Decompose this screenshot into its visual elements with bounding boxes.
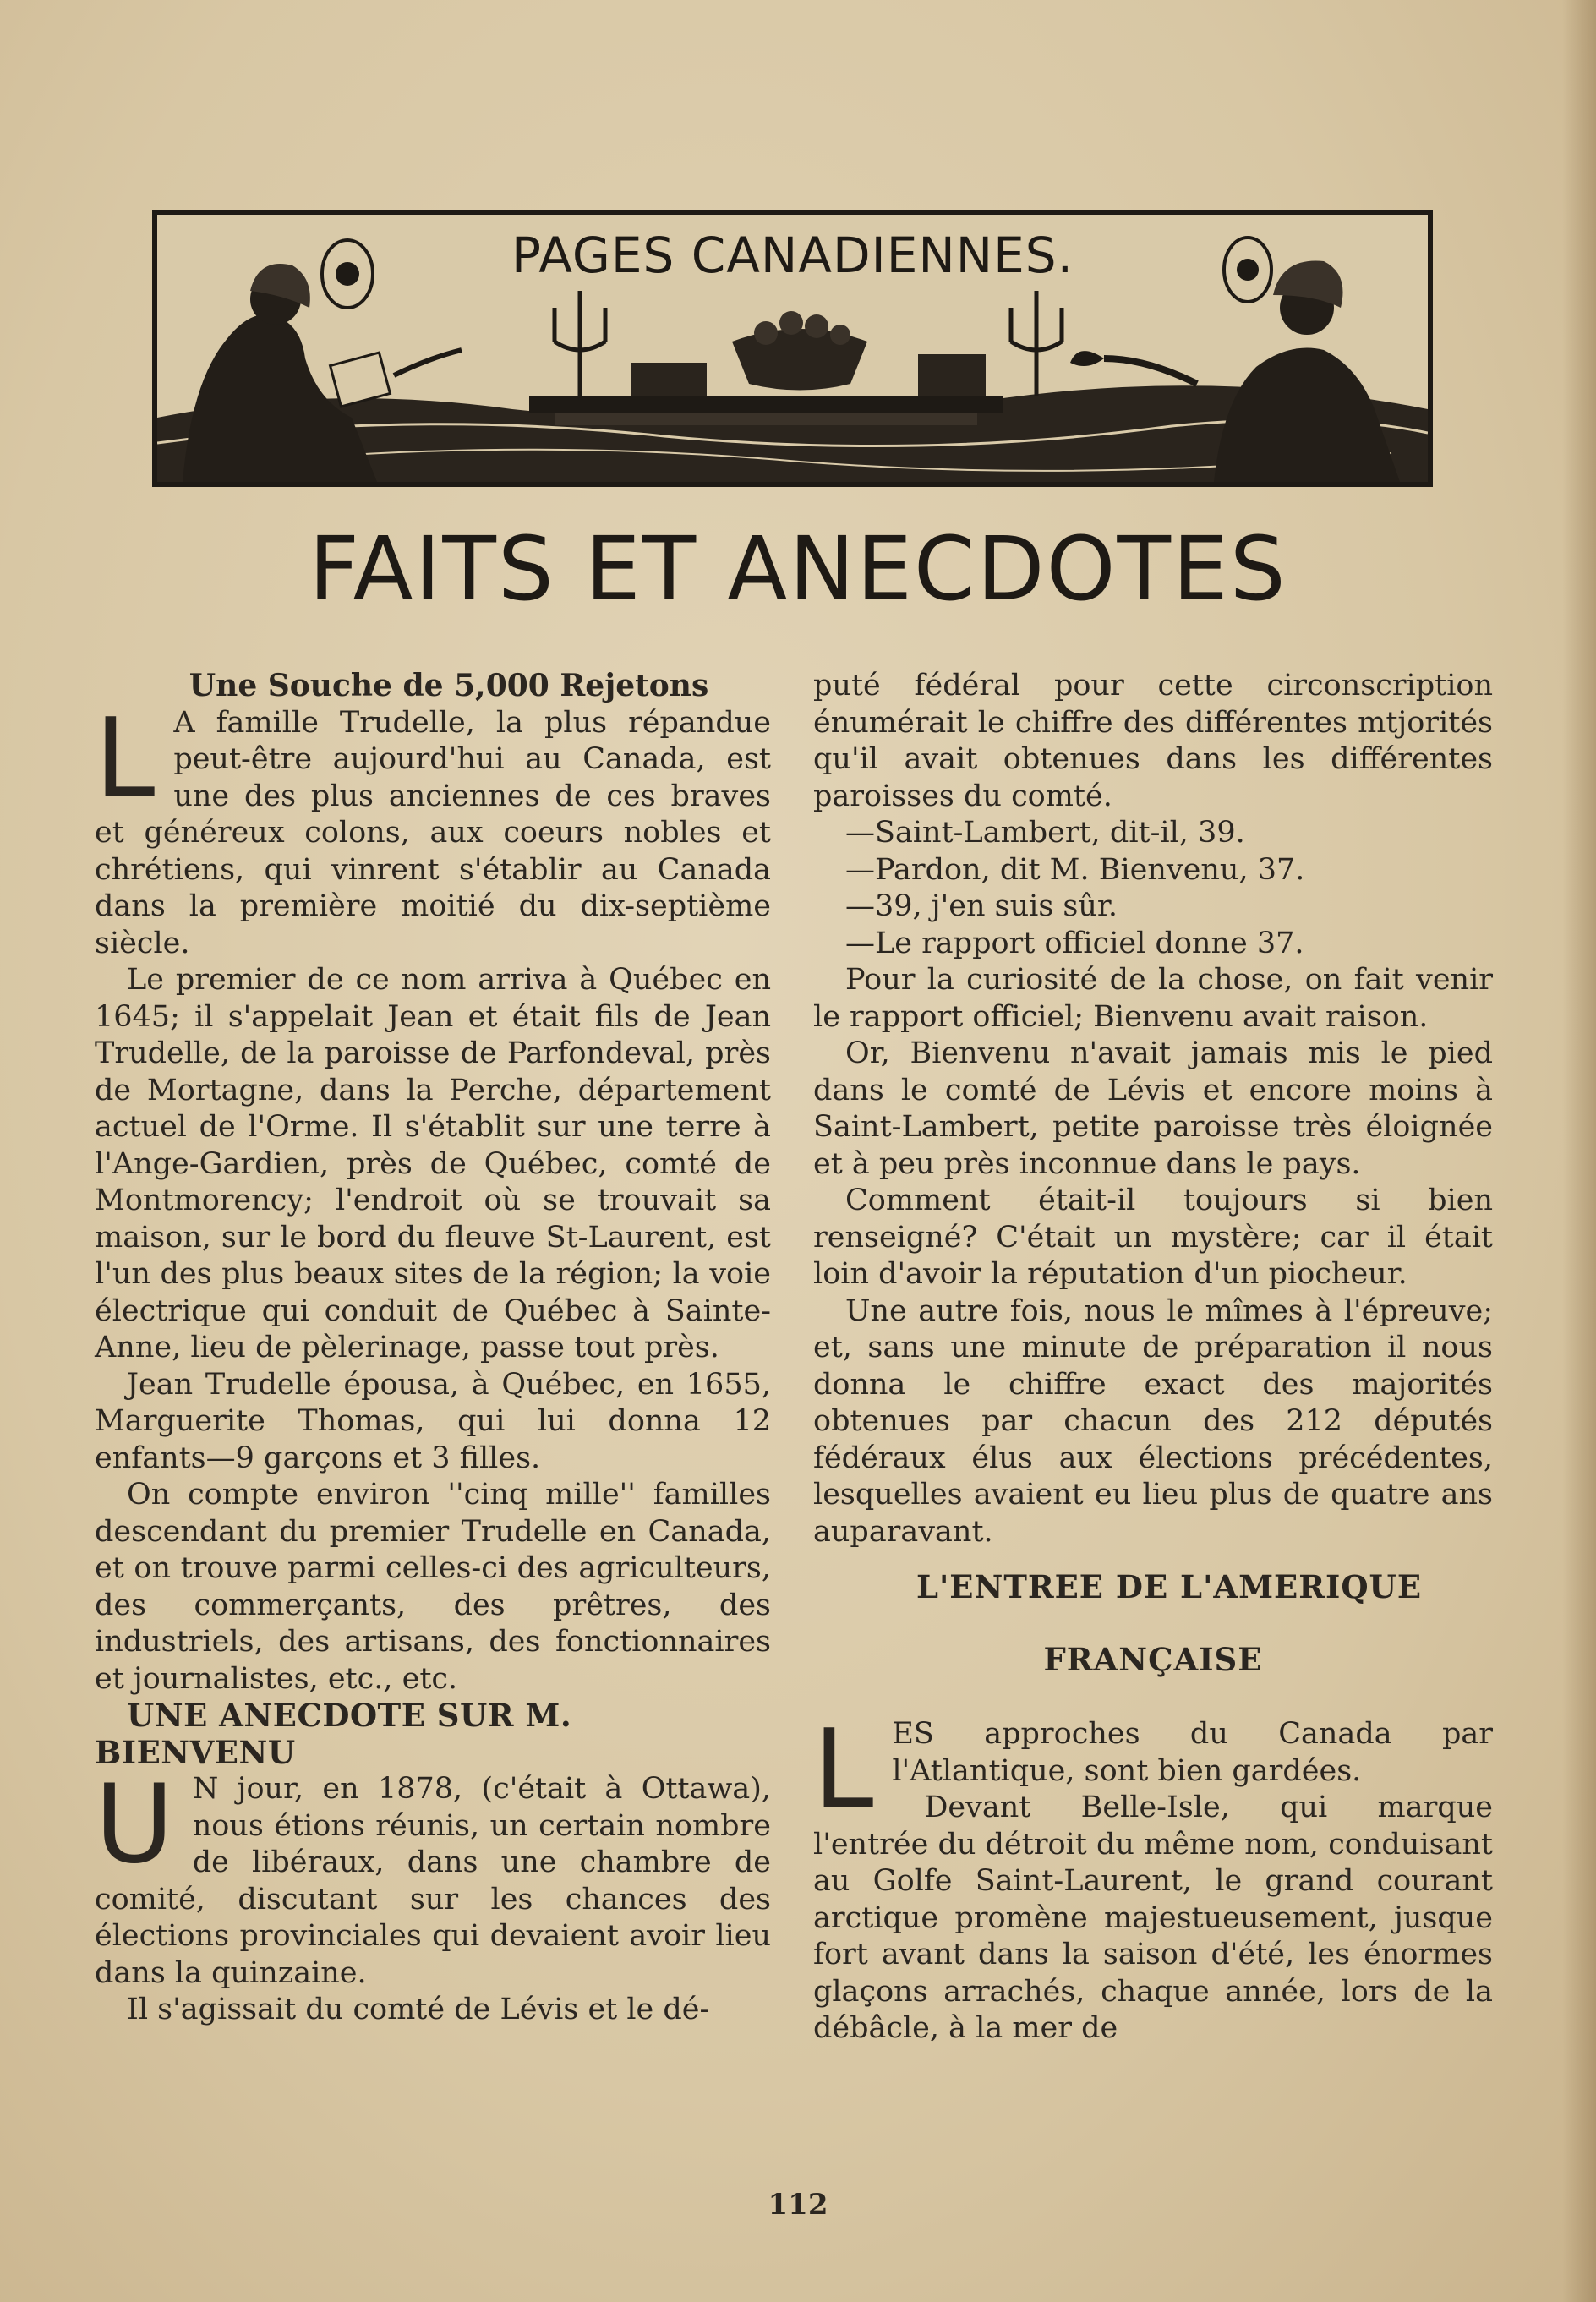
paragraph: On compte environ ''cinq mille'' familles descendant du premier Trudelle en Canada, et on trouve parmi celles-ci des agriculteurs, des commerçants, des prêtres, des industriels, des artisans, des fonctionnaires et journalistes, etc., etc. (95, 1478, 771, 1696)
paragraph-text: A famille Trudelle, la plus répandue peut-être aujourd'hui au Canada, est une des plus anciennes de ces braves et généreux colons, aux coeurs nobles et chrétiens, qui vinrent s'établir au Canada dans la première moitié du dix-septième siècle. (95, 705, 771, 960)
paragraph (813, 1707, 1493, 1833)
paragraph: Devant Belle-Isle, qui marque l'entrée du détroit du même nom, conduisant au Golfe Saint-Laurent, le grand courant arctique promène majestueusement, jusque fort avant dans la saison d'été, les énormes glaçons arrachés, chaque année, lors de la débâcle, à la mer de (813, 1791, 1493, 2045)
section-heading: UNE ANECDOTE SUR M. BIENVENU (95, 1697, 572, 1771)
paragraph: —Saint-Lambert, dit-il, 39. (845, 816, 1245, 850)
header-banner (152, 210, 1433, 487)
paragraph-text: ES approches du Canada par l'Atlantique, sont bien gardées. (892, 1717, 1493, 1788)
page-title: FAITS ET ANECDOTES (309, 517, 1287, 621)
left-column (95, 668, 771, 2029)
paragraph (95, 695, 771, 963)
paragraph: Pour la curiosité de la chose, on fait venir le rapport officiel; Bienvenu avait raison. (813, 963, 1493, 1034)
drop-cap: U (95, 1762, 174, 1888)
paragraph-text: N jour, en 1878, (c'était à Ottawa), nous étions réunis, un certain nombre de libéraux, dans une chambre de comité, discutant sur les chances des élections provinciales qui devaient avoir lieu dans la quinzaine. (95, 1772, 771, 1990)
paragraph: Une autre fois, nous le mîmes à l'épreuve; et, sans une minute de préparation il nous donna le chiffre exact des majorités obtenues par chacun des 212 députés fédéraux élus aux élections précédentes, lesquelles avaient eu lieu plus de quatre ans auparavant. (813, 1293, 1493, 1549)
paragraph: Il s'agissait du comté de Lévis et le dé- (127, 1993, 710, 2026)
page-edge-shadow (1562, 0, 1596, 2302)
paragraph: Jean Trudelle épousa, à Québec, en 1655, Marguerite Thomas, qui lui donna 12 enfants—9 garçons et 3 filles. (95, 1367, 771, 1475)
section-heading: Une Souche de 5,000 Rejetons (189, 668, 709, 703)
paragraph: Comment était-il toujours si bien renseigné? C'était un mystère; car il était loin d'avoir la réputation d'un piocheur. (813, 1184, 1493, 1291)
page-number: 112 (768, 2188, 828, 2222)
paragraph: puté fédéral pour cette circonscription énumérait le chiffre des différentes mtjorités qu'il avait obtenues dans les différentes paroisses du comté. (813, 669, 1493, 813)
drop-cap: L (95, 695, 156, 822)
paragraph (95, 1762, 771, 1992)
paragraph: Or, Bienvenu n'avait jamais mis le pied dans le comté de Lévis et encore moins à Saint-Lambert, petite paroisse très éloignée et à peu près inconnue dans le pays. (813, 1036, 1493, 1181)
paragraph: Le premier de ce nom arriva à Québec en 1645; il s'appelait Jean et était fils de Jean Trudelle, de la paroisse de Parfondeval, près de Mortagne, dans la Perche, département actuel de l'Orme. Il s'établit sur une terre à l'Ange-Gardien, près de Québec, comté de Montmorency; l'endroit où se trouvait sa maison, sur le bord du fleuve St-Laurent, est l'un des plus beaux sites de la région; la voie électrique qui conduit de Québec à Sainte-Anne, lieu de pèlerinage, passe tout près. (95, 963, 771, 1364)
paragraph: —Le rapport officiel donne 37. (845, 926, 1304, 960)
paragraph: —39, j'en suis sûr. (845, 889, 1118, 923)
paragraph: —Pardon, dit M. Bienvenu, 37. (845, 852, 1305, 887)
right-column (813, 668, 1493, 2048)
drop-cap: L (813, 1707, 874, 1833)
section-heading: L'ENTREE DE L'AMERIQUE FRANÇAISE (916, 1568, 1423, 1678)
banner-title: PAGES CANADIENNES. (511, 227, 1074, 284)
